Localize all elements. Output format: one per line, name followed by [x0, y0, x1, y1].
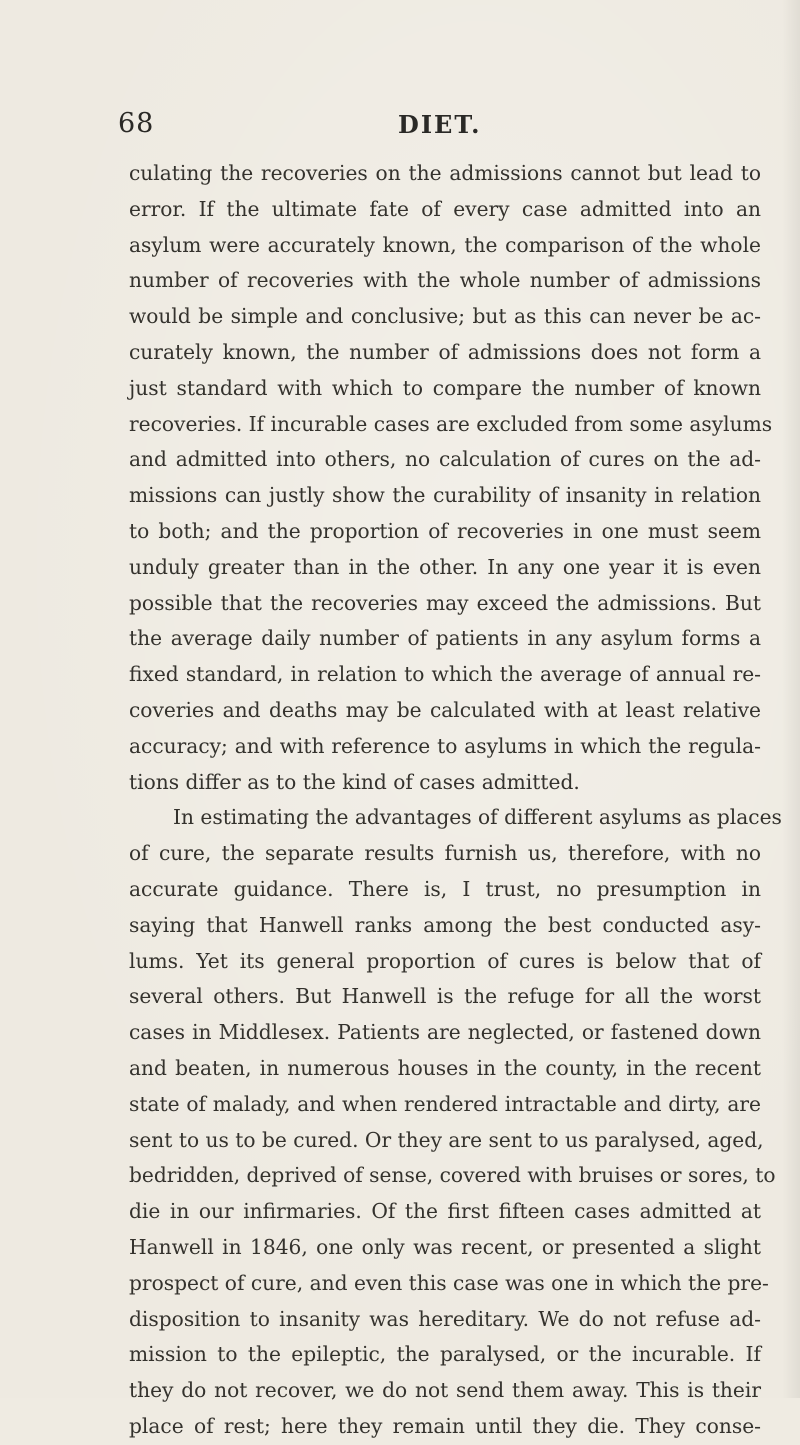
- text-line: of cure, the separate results furnish us, therefore, with no: [129, 841, 761, 866]
- text-line: sent to us to be cured. Or they are sent to us paralysed, aged,: [129, 1127, 764, 1152]
- paragraph-1: [129, 156, 773, 800]
- text-line: error. If the ultimate fate of every case admitted into an: [129, 196, 761, 221]
- text-line: fixed standard, in relation to which the average of annual re-: [129, 662, 761, 687]
- text-line: would be simple and conclusive; but as this can never be ac-: [129, 304, 761, 329]
- text-line: cases in Middlesex. Patients are neglected, or fastened down: [129, 1020, 761, 1045]
- text-line: saying that Hanwell ranks among the best conducted asy-: [129, 912, 761, 937]
- text-line: coveries and deaths may be calculated with at least relative: [129, 697, 761, 722]
- text-line: curately known, the number of admissions does not form a: [129, 339, 761, 364]
- text-line: Hanwell in 1846, one only was recent, or presented a slight: [129, 1234, 761, 1259]
- text-line: die in our infirmaries. Of the first fifteen cases admitted at: [129, 1199, 761, 1224]
- running-title: DIET.: [398, 110, 482, 139]
- text-line: just standard with which to compare the number of known: [129, 375, 761, 400]
- text-line: tions differ as to the kind of cases admitted.: [129, 769, 580, 794]
- text-line: culating the recoveries on the admissions cannot but lead to: [129, 161, 761, 185]
- text-line: place of rest; here they remain until they die. They conse-: [129, 1413, 761, 1438]
- text-line: recoveries. If incurable cases are excluded from some asylums: [129, 411, 773, 436]
- text-line: missions can justly show the curability of insanity in relation: [129, 483, 761, 508]
- running-head: [118, 108, 678, 148]
- text-line: to both; and the proportion of recoveries in one must seem: [129, 518, 761, 543]
- text-line: mission to the epileptic, the paralysed, or the incurable. If: [129, 1342, 761, 1367]
- text-line: asylum were accurately known, the comparison of the whole: [129, 232, 761, 257]
- text-line: disposition to insanity was hereditary. We do not refuse ad-: [129, 1306, 761, 1331]
- text-line: prospect of cure, and even this case was one in which the pre-: [129, 1270, 769, 1295]
- page-number: 68: [118, 108, 155, 139]
- text-line: accuracy; and with reference to asylums in which the regula-: [129, 733, 761, 758]
- text-line: they do not recover, we do not send them away. This is their: [129, 1378, 761, 1403]
- text-line: accurate guidance. There is, I trust, no presumption in: [129, 876, 761, 901]
- text-line: unduly greater than in the other. In any one year it is even: [129, 554, 761, 579]
- text-line: several others. But Hanwell is the refuge for all the worst: [129, 984, 761, 1009]
- text-line: state of malady, and when rendered intractable and dirty, are: [129, 1091, 761, 1116]
- text-line: bedridden, deprived of sense, covered with bruises or sores, to: [129, 1163, 776, 1188]
- text-line: possible that the recoveries may exceed the admissions. But: [129, 590, 761, 615]
- text-line: number of recoveries with the whole number of admissions: [129, 268, 761, 293]
- text-line: lums. Yet its general proportion of cures is below that of: [129, 948, 761, 973]
- text-line: the average daily number of patients in any asylum forms a: [129, 626, 761, 651]
- text-line: and admitted into others, no calculation of cures on the ad-: [129, 447, 761, 472]
- page-edge-shadow: [782, 0, 800, 1398]
- body-text: [129, 156, 782, 1445]
- paragraph-2: [129, 800, 782, 1444]
- text-line: In estimating the advantages of different asylums as places: [173, 805, 782, 830]
- text-line: and beaten, in numerous houses in the county, in the recent: [129, 1055, 761, 1080]
